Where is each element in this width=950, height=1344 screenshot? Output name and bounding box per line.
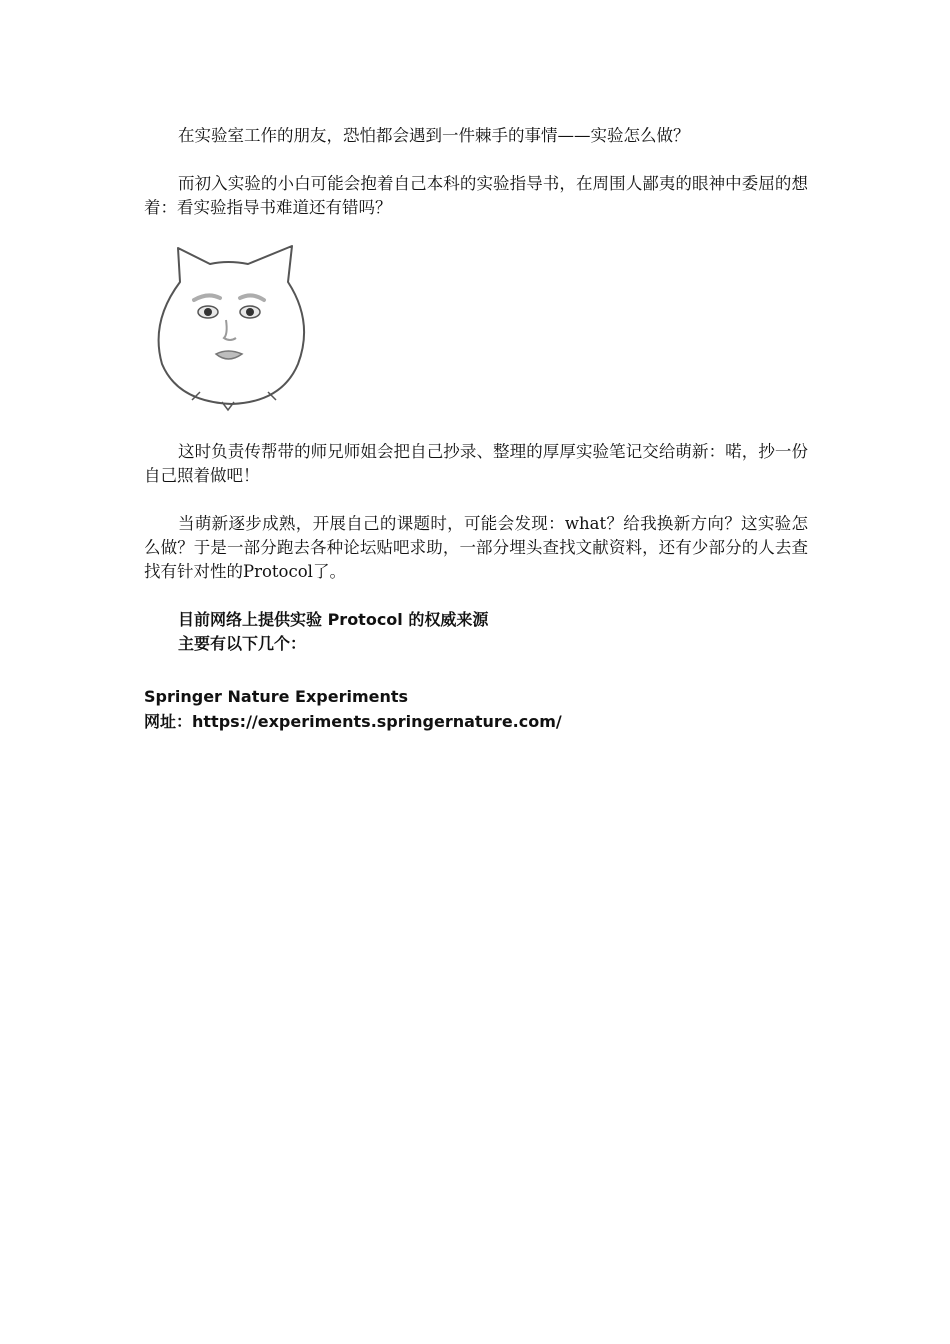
paragraph-3: 这时负责传帮带的师兄师姐会把自己抄录、整理的厚厚实验笔记交给萌新：喏，抄一份自己照着做吧！ [144,442,808,485]
meme-face-image [148,242,308,418]
headline-block [144,608,808,656]
source-url[interactable]: 网址：https://experiments.springernature.com/ [144,712,562,731]
headline-line-1: 目前网络上提供实验 Protocol 的权威来源 [178,610,489,629]
paragraph-4: 当萌新逐步成熟，开展自己的课题时，可能会发现：what？给我换新方向？这实验怎么做？于是一部分跑去各种论坛贴吧求助，一部分埋头查找文献资料，还有少部分的人去查找有针对性的Protocol了。 [144,514,808,581]
document-body [144,124,808,734]
source-block [144,684,808,734]
source-name: Springer Nature Experiments [144,687,409,706]
paragraph-2: 而初入实验的小白可能会抱着自己本科的实验指导书，在周围人鄙夷的眼神中委屈的想着：看实验指导书难道还有错吗？ [144,174,808,217]
cat-face-illustration [148,242,308,418]
headline-line-2: 主要有以下几个： [178,634,307,653]
paragraph-1: 在实验室工作的朋友，恐怕都会遇到一件棘手的事情——实验怎么做？ [178,126,690,145]
